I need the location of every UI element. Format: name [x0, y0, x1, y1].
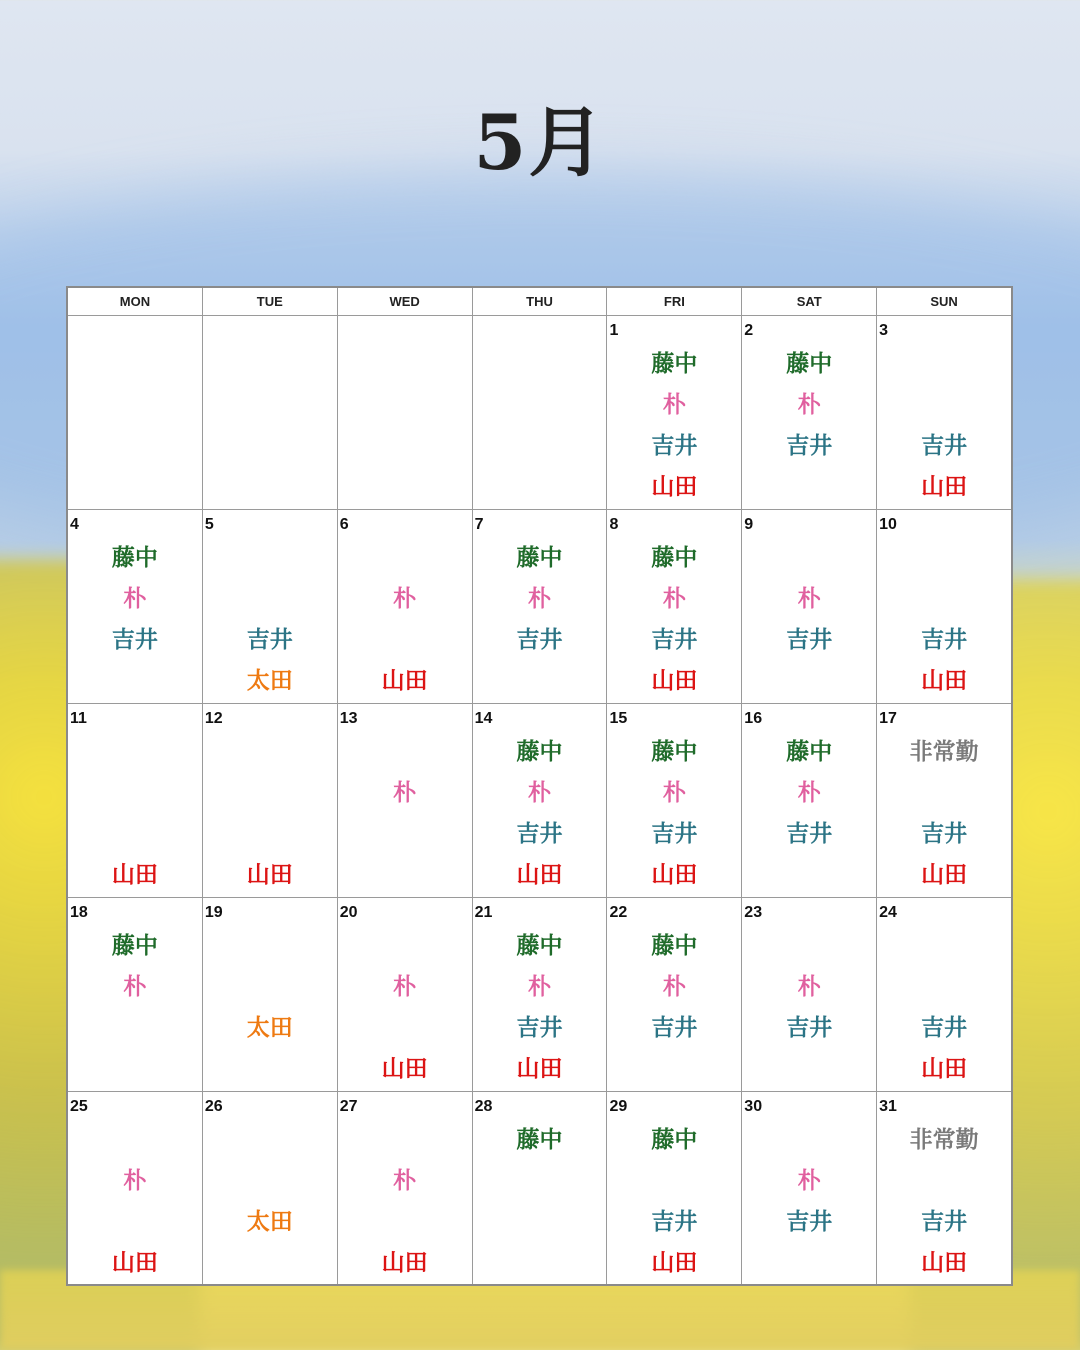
weekday-wed: WED — [338, 288, 473, 315]
day-number: 2 — [744, 322, 754, 339]
day-number: 29 — [609, 1098, 628, 1115]
day-cell — [742, 316, 877, 509]
staff-name: 朴 — [123, 586, 147, 612]
day-cell — [338, 316, 473, 509]
staff-name: 非常勤 — [909, 1127, 979, 1153]
day-cell — [877, 1092, 1011, 1284]
staff-name: 山田 — [921, 862, 968, 888]
staff-name: 山田 — [111, 1250, 158, 1276]
staff-name: 藤中 — [516, 933, 563, 959]
staff-name: 吉井 — [651, 627, 698, 653]
day-cell — [338, 1092, 473, 1284]
staff-name: 朴 — [393, 586, 417, 612]
staff-name: 朴 — [797, 974, 821, 1000]
staff-name: 吉井 — [651, 1015, 698, 1041]
staff-name: 吉井 — [246, 627, 293, 653]
day-cell — [607, 316, 742, 509]
day-number: 17 — [879, 710, 897, 727]
staff-name: 藤中 — [516, 1127, 563, 1153]
day-number: 14 — [474, 710, 493, 727]
staff-name: 藤中 — [651, 739, 698, 765]
day-number: 13 — [339, 710, 358, 727]
day-cell — [203, 316, 338, 509]
staff-name: 朴 — [528, 780, 551, 806]
staff-name: 朴 — [393, 974, 417, 1000]
day-number: 22 — [609, 904, 628, 921]
staff-name: 山田 — [921, 1250, 968, 1276]
day-number: 16 — [744, 710, 763, 727]
day-number: 6 — [339, 516, 349, 533]
staff-name: 朴 — [393, 1168, 417, 1194]
day-cell — [473, 898, 608, 1091]
day-number: 5 — [204, 516, 214, 533]
day-number: 25 — [70, 1098, 88, 1115]
staff-name: 太田 — [246, 1015, 293, 1041]
staff-name: 山田 — [651, 474, 698, 500]
day-cell — [742, 510, 877, 703]
day-cell — [742, 704, 877, 897]
week-row — [68, 510, 1011, 704]
weekday-fri: FRI — [607, 288, 742, 315]
day-number: 15 — [609, 710, 628, 727]
staff-name: 朴 — [797, 780, 821, 806]
day-number: 7 — [474, 516, 484, 533]
day-cell — [473, 1092, 608, 1284]
day-cell — [68, 510, 203, 703]
staff-name: 吉井 — [921, 433, 968, 459]
staff-name: 藤中 — [516, 545, 563, 571]
staff-name: 非常勤 — [909, 739, 979, 765]
day-number: 24 — [879, 904, 897, 921]
staff-name: 藤中 — [111, 933, 158, 959]
week-row — [68, 1092, 1011, 1284]
staff-name: 吉井 — [921, 821, 968, 847]
weekday-tue: TUE — [203, 288, 338, 315]
staff-name: 朴 — [797, 1168, 821, 1194]
staff-name: 藤中 — [111, 545, 158, 571]
staff-name: 藤中 — [651, 351, 698, 377]
weekday-header — [68, 288, 1011, 316]
staff-name: 吉井 — [516, 1015, 563, 1041]
staff-name: 山田 — [381, 668, 428, 694]
day-number: 23 — [744, 904, 763, 921]
staff-name: 朴 — [797, 392, 821, 418]
staff-name: 山田 — [651, 862, 698, 888]
staff-name: 藤中 — [651, 933, 698, 959]
staff-name: 朴 — [528, 586, 551, 612]
day-cell — [607, 898, 742, 1091]
staff-name: 山田 — [921, 474, 968, 500]
day-number: 8 — [609, 516, 619, 533]
day-cell — [338, 898, 473, 1091]
staff-name: 吉井 — [651, 821, 698, 847]
day-cell — [68, 1092, 203, 1284]
staff-name: 吉井 — [786, 821, 833, 847]
staff-name: 吉井 — [786, 433, 833, 459]
day-cell — [338, 704, 473, 897]
day-number: 10 — [879, 516, 897, 533]
day-cell — [68, 898, 203, 1091]
day-cell — [473, 316, 608, 509]
day-cell — [203, 1092, 338, 1284]
week-row — [68, 704, 1011, 898]
day-number: 27 — [339, 1098, 358, 1115]
day-cell — [607, 510, 742, 703]
day-cell — [473, 510, 608, 703]
staff-name: 山田 — [246, 862, 293, 888]
staff-name: 吉井 — [651, 433, 698, 459]
day-cell — [473, 704, 608, 897]
staff-name: 山田 — [921, 1056, 968, 1082]
staff-name: 朴 — [797, 586, 821, 612]
staff-name: 朴 — [393, 780, 417, 806]
day-cell — [607, 704, 742, 897]
day-cell — [877, 898, 1011, 1091]
staff-name: 藤中 — [786, 739, 833, 765]
staff-name: 藤中 — [516, 739, 563, 765]
month-title: 5月 — [473, 98, 607, 187]
staff-name: 太田 — [246, 668, 293, 694]
weekday-mon: MON — [68, 288, 203, 315]
staff-name: 朴 — [123, 1168, 147, 1194]
day-cell — [338, 510, 473, 703]
staff-name: 山田 — [516, 1056, 563, 1082]
staff-name: 朴 — [662, 780, 686, 806]
staff-name: 吉井 — [516, 627, 563, 653]
staff-name: 吉井 — [111, 627, 158, 653]
weekday-sat: SAT — [742, 288, 877, 315]
staff-name: 吉井 — [651, 1209, 698, 1235]
day-number: 26 — [204, 1098, 223, 1115]
day-number: 3 — [879, 322, 889, 339]
day-cell — [203, 510, 338, 703]
day-cell — [68, 704, 203, 897]
day-cell — [877, 704, 1011, 897]
staff-name: 吉井 — [921, 627, 968, 653]
staff-name: 藤中 — [651, 545, 698, 571]
staff-name: 吉井 — [921, 1209, 968, 1235]
day-cell — [607, 1092, 742, 1284]
day-cell — [877, 316, 1011, 509]
day-number: 12 — [204, 710, 223, 727]
staff-name: 吉井 — [786, 1015, 833, 1041]
staff-name: 藤中 — [786, 351, 833, 377]
day-number: 4 — [70, 516, 79, 533]
day-cell — [742, 898, 877, 1091]
day-number: 28 — [474, 1098, 493, 1115]
day-number: 1 — [609, 322, 619, 339]
staff-name: 朴 — [662, 974, 686, 1000]
day-number: 21 — [474, 904, 493, 921]
staff-name: 山田 — [381, 1250, 428, 1276]
day-number: 19 — [204, 904, 223, 921]
day-number: 30 — [744, 1098, 763, 1115]
week-row — [68, 898, 1011, 1092]
staff-name: 藤中 — [651, 1127, 698, 1153]
staff-name: 太田 — [246, 1209, 293, 1235]
staff-name: 山田 — [111, 862, 158, 888]
staff-name: 朴 — [662, 586, 686, 612]
staff-name: 山田 — [516, 862, 563, 888]
day-cell — [68, 316, 203, 509]
week-row — [68, 316, 1011, 510]
day-number: 18 — [70, 904, 88, 921]
staff-name: 吉井 — [786, 1209, 833, 1235]
staff-name: 吉井 — [786, 627, 833, 653]
staff-name: 山田 — [651, 1250, 698, 1276]
calendar-grid — [66, 286, 1013, 1286]
weekday-sun: SUN — [930, 294, 958, 309]
staff-name: 朴 — [662, 392, 686, 418]
day-cell — [203, 898, 338, 1091]
staff-name: 山田 — [651, 668, 698, 694]
weeks-container — [68, 316, 1011, 1284]
staff-name: 吉井 — [921, 1015, 968, 1041]
staff-name: 山田 — [381, 1056, 428, 1082]
staff-name: 朴 — [528, 974, 551, 1000]
day-number: 31 — [879, 1098, 897, 1115]
day-cell — [742, 1092, 877, 1284]
weekday-thu: THU — [473, 288, 608, 315]
day-number: 9 — [744, 516, 754, 533]
staff-name: 山田 — [921, 668, 968, 694]
staff-name: 朴 — [123, 974, 147, 1000]
day-cell — [203, 704, 338, 897]
day-number: 20 — [339, 904, 358, 921]
day-number: 11 — [70, 710, 87, 727]
day-cell — [877, 510, 1011, 703]
staff-name: 吉井 — [516, 821, 563, 847]
